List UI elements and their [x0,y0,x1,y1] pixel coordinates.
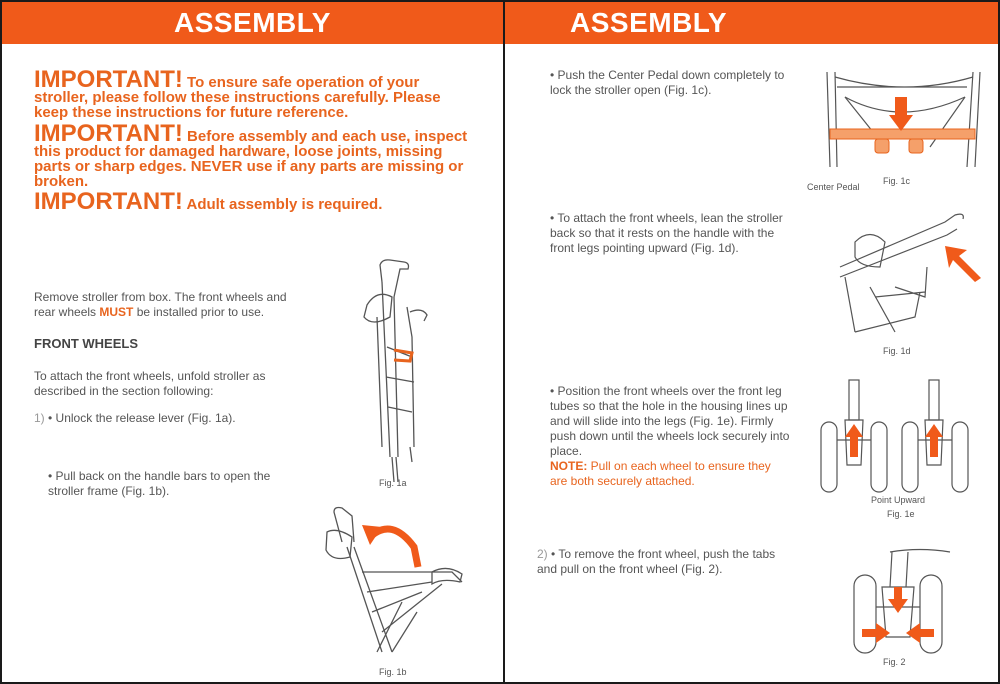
remove-text-part-1: Remove stroller from box. The front wheels and rear wheels [34,290,287,319]
remove-stroller-text [34,290,299,320]
fig-2-caption: Fig. 2 [883,657,906,667]
must-emphasis: MUST [99,305,134,319]
center-pedal-text: • Push the Center Pedal down completely to lock the stroller open (Fig. 1c). [550,68,785,97]
step-2-number: 2) [537,547,548,561]
warning-2-text: Before assembly and each use, inspect this product for damaged hardware, loose joints, missing parts or sharp edges. NEVER use if any parts are missing or broken. [34,128,468,190]
fig-2-wheel-removal-illustration [850,547,950,657]
warning-1-lead: IMPORTANT! [34,66,183,93]
fig-1e-caption: Fig. 1e [887,509,915,519]
step-1-number: 1) [34,411,45,425]
warning-3 [34,188,474,215]
step-2 [537,547,792,577]
warning-1-text: To ensure safe operation of your stroller, please follow these instructions carefully. Please keep these instructions for future reference. [34,74,441,121]
warning-2-lead: IMPORTANT! [34,120,183,147]
note-block [550,459,790,489]
step-1 [34,411,294,426]
fig-1a-folded-stroller-illustration [352,257,442,482]
rotate-arrow-icon [362,517,422,572]
push-tabs-arrows-icon [862,587,934,643]
attach-intro-text: To attach the front wheels, unfold stroller as described in the section following: [34,369,266,398]
fig-1d-caption: Fig. 1d [883,346,911,356]
warning-2 [34,120,474,190]
down-arrow-icon [889,97,913,131]
warning-3-lead: IMPORTANT! [34,188,183,215]
remove-text-part-2: be installed prior to use. [133,305,265,319]
fig-1a-caption: Fig. 1a [379,478,407,488]
right-page [505,0,1000,684]
step-1-text: • Unlock the release lever (Fig. 1a). [48,411,236,425]
lean-stroller-text: • To attach the front wheels, lean the stroller back so that it rests on the handle with the front legs pointing upward (Fig. 1d). [550,211,783,255]
right-assembly-banner: ASSEMBLY [505,2,998,44]
warning-3-text: Adult assembly is required. [182,196,383,213]
up-left-arrow-icon [943,244,983,284]
position-wheels-body: • Position the front wheels over the front leg tubes so that the hole in the housing lines up and will slide into the legs (Fig. 1e). Firmly push down until the wheels lock securely into place. [550,384,790,458]
note-label: NOTE: [550,459,588,473]
note-text: Pull on each wheel to ensure they are both securely attached. [550,459,771,488]
position-wheels-text [550,384,790,489]
step-1b-text: • Pull back on the handle bars to open the stroller frame (Fig. 1b). [48,469,271,498]
point-upward-label: Point Upward [871,495,926,505]
fig-1e-front-wheels-illustration [817,380,987,500]
center-pedal-label: Center Pedal [807,182,860,192]
fig-1b-caption: Fig. 1b [379,667,407,677]
fig-1c-caption: Fig. 1c [883,176,911,186]
fig-1c-center-pedal-illustration [815,67,990,177]
left-assembly-banner: ASSEMBLY [2,2,503,44]
warning-1 [34,66,474,121]
front-wheels-heading: FRONT WHEELS [34,336,138,351]
step-2-text: • To remove the front wheel, push the tabs and pull on the front wheel (Fig. 2). [537,547,776,576]
